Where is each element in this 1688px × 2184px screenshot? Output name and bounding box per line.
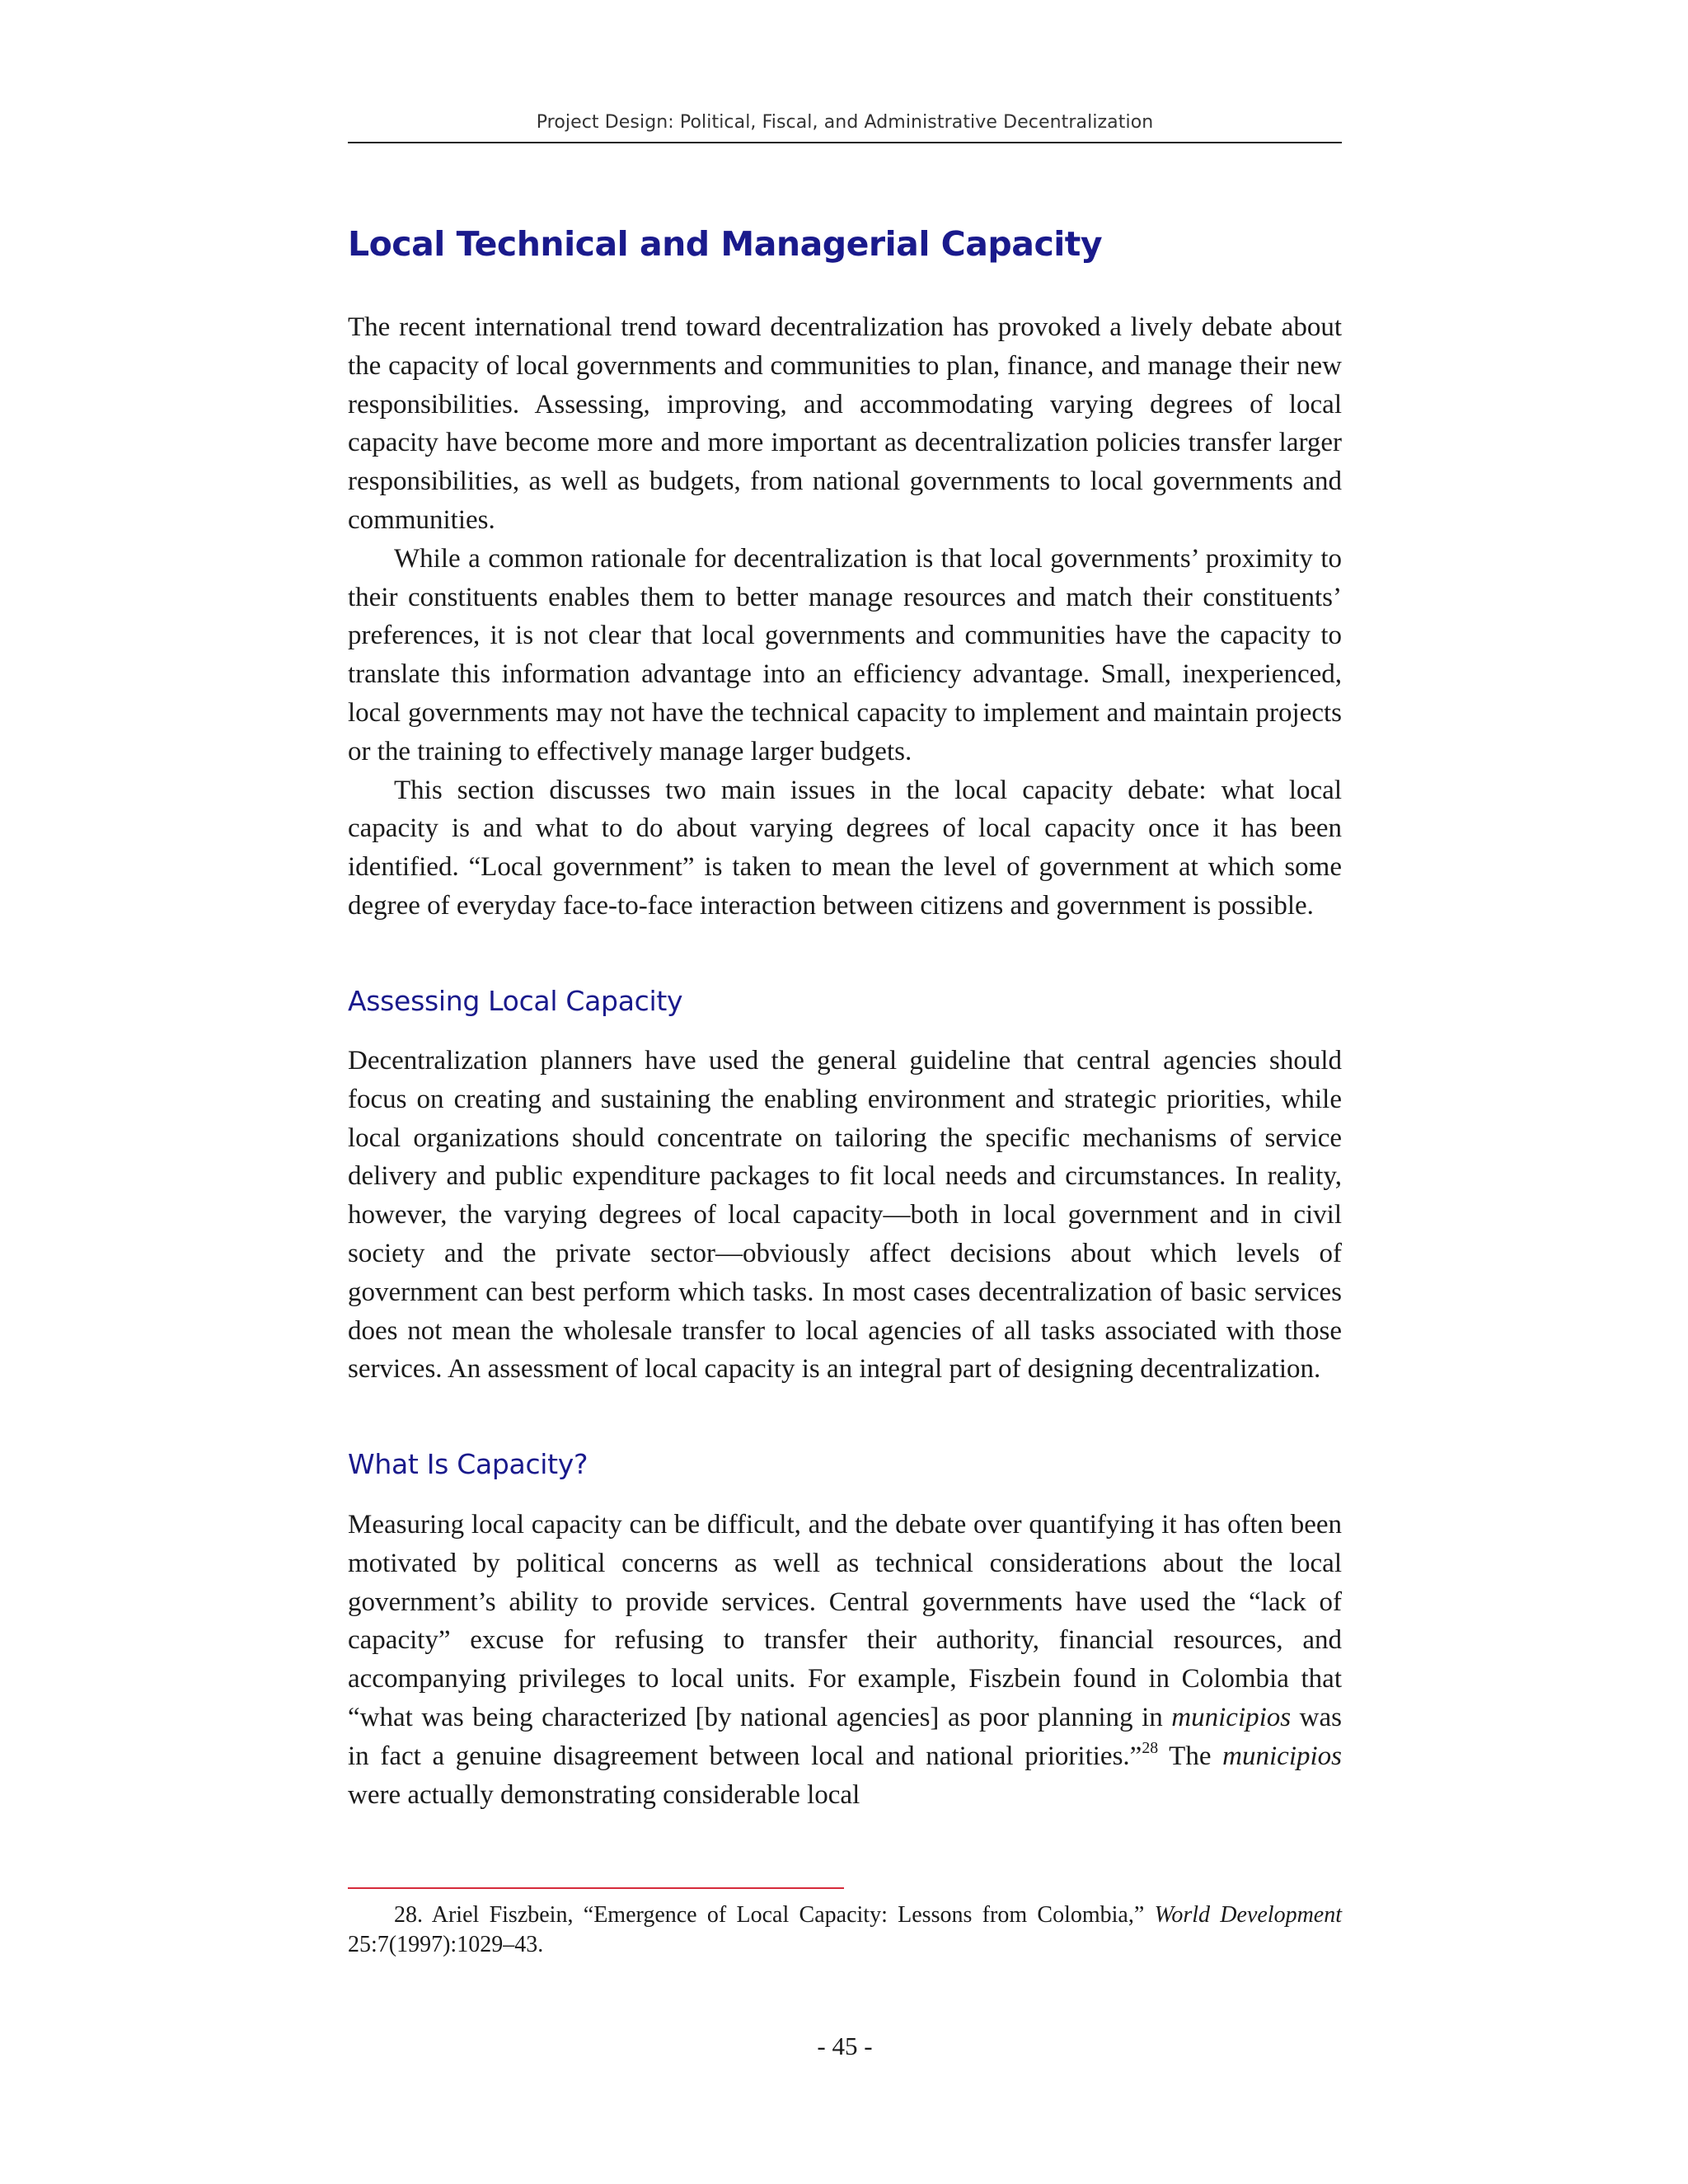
paragraph-text: was in fact a genuine disagreement between local and national priorities.”	[348, 1702, 1342, 1771]
footnote-reference[interactable]: 28	[1142, 1738, 1159, 1757]
footnote	[348, 1900, 1342, 1960]
what-is-capacity-paragraph	[348, 1506, 1342, 1814]
footnote-text: 28. Ariel Fiszbein, “Emergence of Local Capacity: Lessons from Colombia,”	[394, 1902, 1155, 1928]
footnote-rule	[348, 1887, 844, 1889]
paragraph-text: The	[1158, 1741, 1223, 1771]
document-page	[348, 0, 1342, 2184]
assessing-block	[348, 1042, 1342, 1389]
paragraph-text: were actually demonstrating considerable local	[348, 1779, 860, 1810]
intro-paragraph-1: The recent international trend toward decentralization has provoked a lively debate about the capacity of local governments and communities to plan, finance, and manage their new responsibilities. Assessing, improving, and accommodating varying degrees of local capacity have become more and more important as decentralization policies transfer larger responsibilities, as well as budgets, from national governments to local governments and communities.	[348, 312, 1342, 535]
footnote-text: 25:7(1997):1029–43.	[348, 1932, 544, 1957]
italic-term: municipios	[1222, 1741, 1342, 1771]
italic-term: municipios	[1171, 1702, 1292, 1732]
intro-paragraph-2: While a common rationale for decentralization is that local governments’ proximity to their constituents enables them to better manage resources and match their constituents’ preferences, it is not clear that local governments and communities have the capacity to translate this information advantage into an efficiency advantage. Small, inexperienced, local governments may not have the technical capacity to implement and maintain projects or the training to effectively manage larger budgets.	[348, 543, 1342, 766]
page-number: - 45 -	[817, 2032, 873, 2060]
intro-paragraph-3: This section discusses two main issues in the local capacity debate: what local capacity is and what to do about varying degrees of local capacity once it has been identified. “Local government” is taken to mean the level of government at which some degree of everyday face-to-face interaction between citizens and government is possible.	[348, 775, 1342, 921]
running-head: Project Design: Political, Fiscal, and Administrative Decentralization	[536, 112, 1154, 133]
what-is-capacity-block	[348, 1506, 1342, 1814]
assessing-paragraph: Decentralization planners have used the general guideline that central agencies should focus on creating and sustaining the enabling environment and strategic priorities, while local organizations should concentrate on tailoring the specific mechanisms of service delivery and public expenditure packages to fit local needs and circumstances. In reality, however, the varying degrees of local capacity—both in local government and in civil society and the private sector—obviously affect decisions about which levels of government can best perform which tasks. In most cases decentralization of basic services does not mean the wholesale transfer to local agencies of all tasks associated with those services. An assessment of local capacity is an integral part of designing decentralization.	[348, 1046, 1342, 1385]
header-rule	[348, 142, 1342, 143]
paragraph-text: Measuring local capacity can be difficult, and the debate over quantifying it has often been motivated by political concerns as well as technical considerations about the local government’s ability to provide services. Central governments have used the “lack of capacity” excuse for refusing to transfer their authority, financial resources, and accompanying privileges to local units. For example, Fiszbein found in Colombia that “what was being characterized [by national agencies] as poor planning in	[348, 1510, 1342, 1732]
intro-block	[348, 308, 1342, 926]
assessing-heading: Assessing Local Capacity	[348, 985, 683, 1017]
section-title: Local Technical and Managerial Capacity	[348, 224, 1103, 264]
footnote-journal: World Development	[1154, 1902, 1342, 1928]
what-is-capacity-heading: What Is Capacity?	[348, 1448, 588, 1480]
